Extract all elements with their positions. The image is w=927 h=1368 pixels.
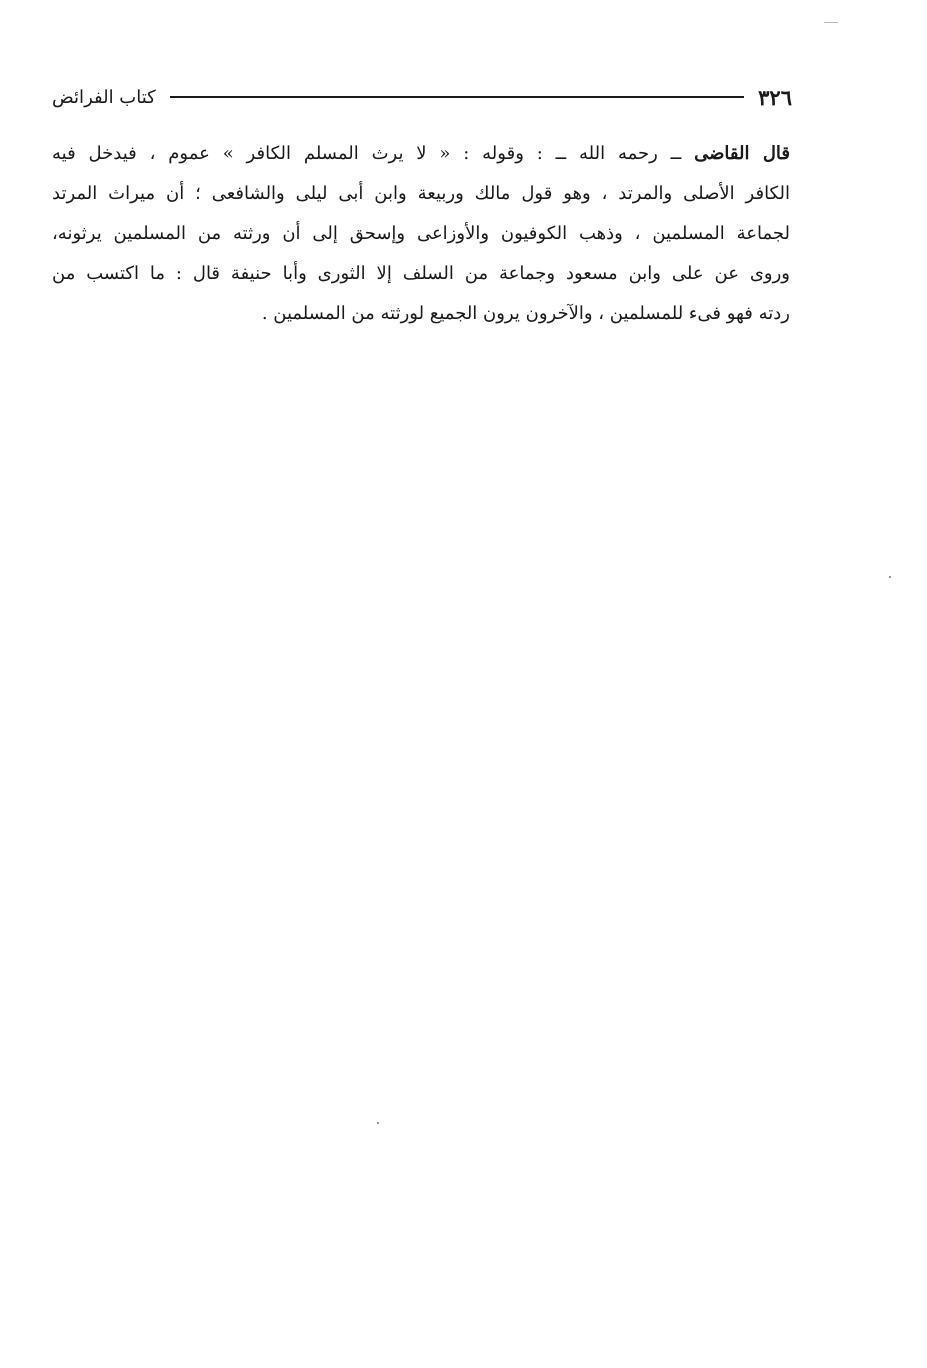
lead-phrase: قال القاضى (694, 143, 790, 164)
scan-speck (824, 22, 838, 23)
text-line-2: الكافر الأصلى والمرتد ، وهو قول مالك وربيعة وابن أبى ليلى والشافعى ؛ أن ميراث المرتد (52, 183, 790, 204)
text-line-3: لجماعة المسلمين ، وذهب الكوفيون والأوزاعى وإسحق إلى أن ورثته من المسلمين يرثونه، (52, 223, 790, 244)
running-header (52, 80, 792, 114)
text-line-5: ردته فهو فىء للمسلمين ، والآخرون يرون الجميع لورثته من المسلمين . (261, 303, 790, 324)
text-line-4: وروى عن على وابن مسعود وجماعة من السلف إلا الثورى وأبا حنيفة قال : ما اكتسب من (52, 263, 790, 284)
scan-speck (377, 1122, 379, 1124)
body-paragraph (52, 134, 790, 334)
text-line-1-rest: ــ رحمه الله ــ : وقوله : « لا يرث المسلم الكافر » عموم ، فيدخل فيه (52, 143, 695, 164)
header-rule (170, 96, 744, 98)
page-number: ٣٢٦ (758, 84, 792, 110)
book-title: كتاب الفرائض (52, 86, 156, 108)
text-line-1 (52, 134, 790, 174)
scan-speck (889, 576, 891, 578)
